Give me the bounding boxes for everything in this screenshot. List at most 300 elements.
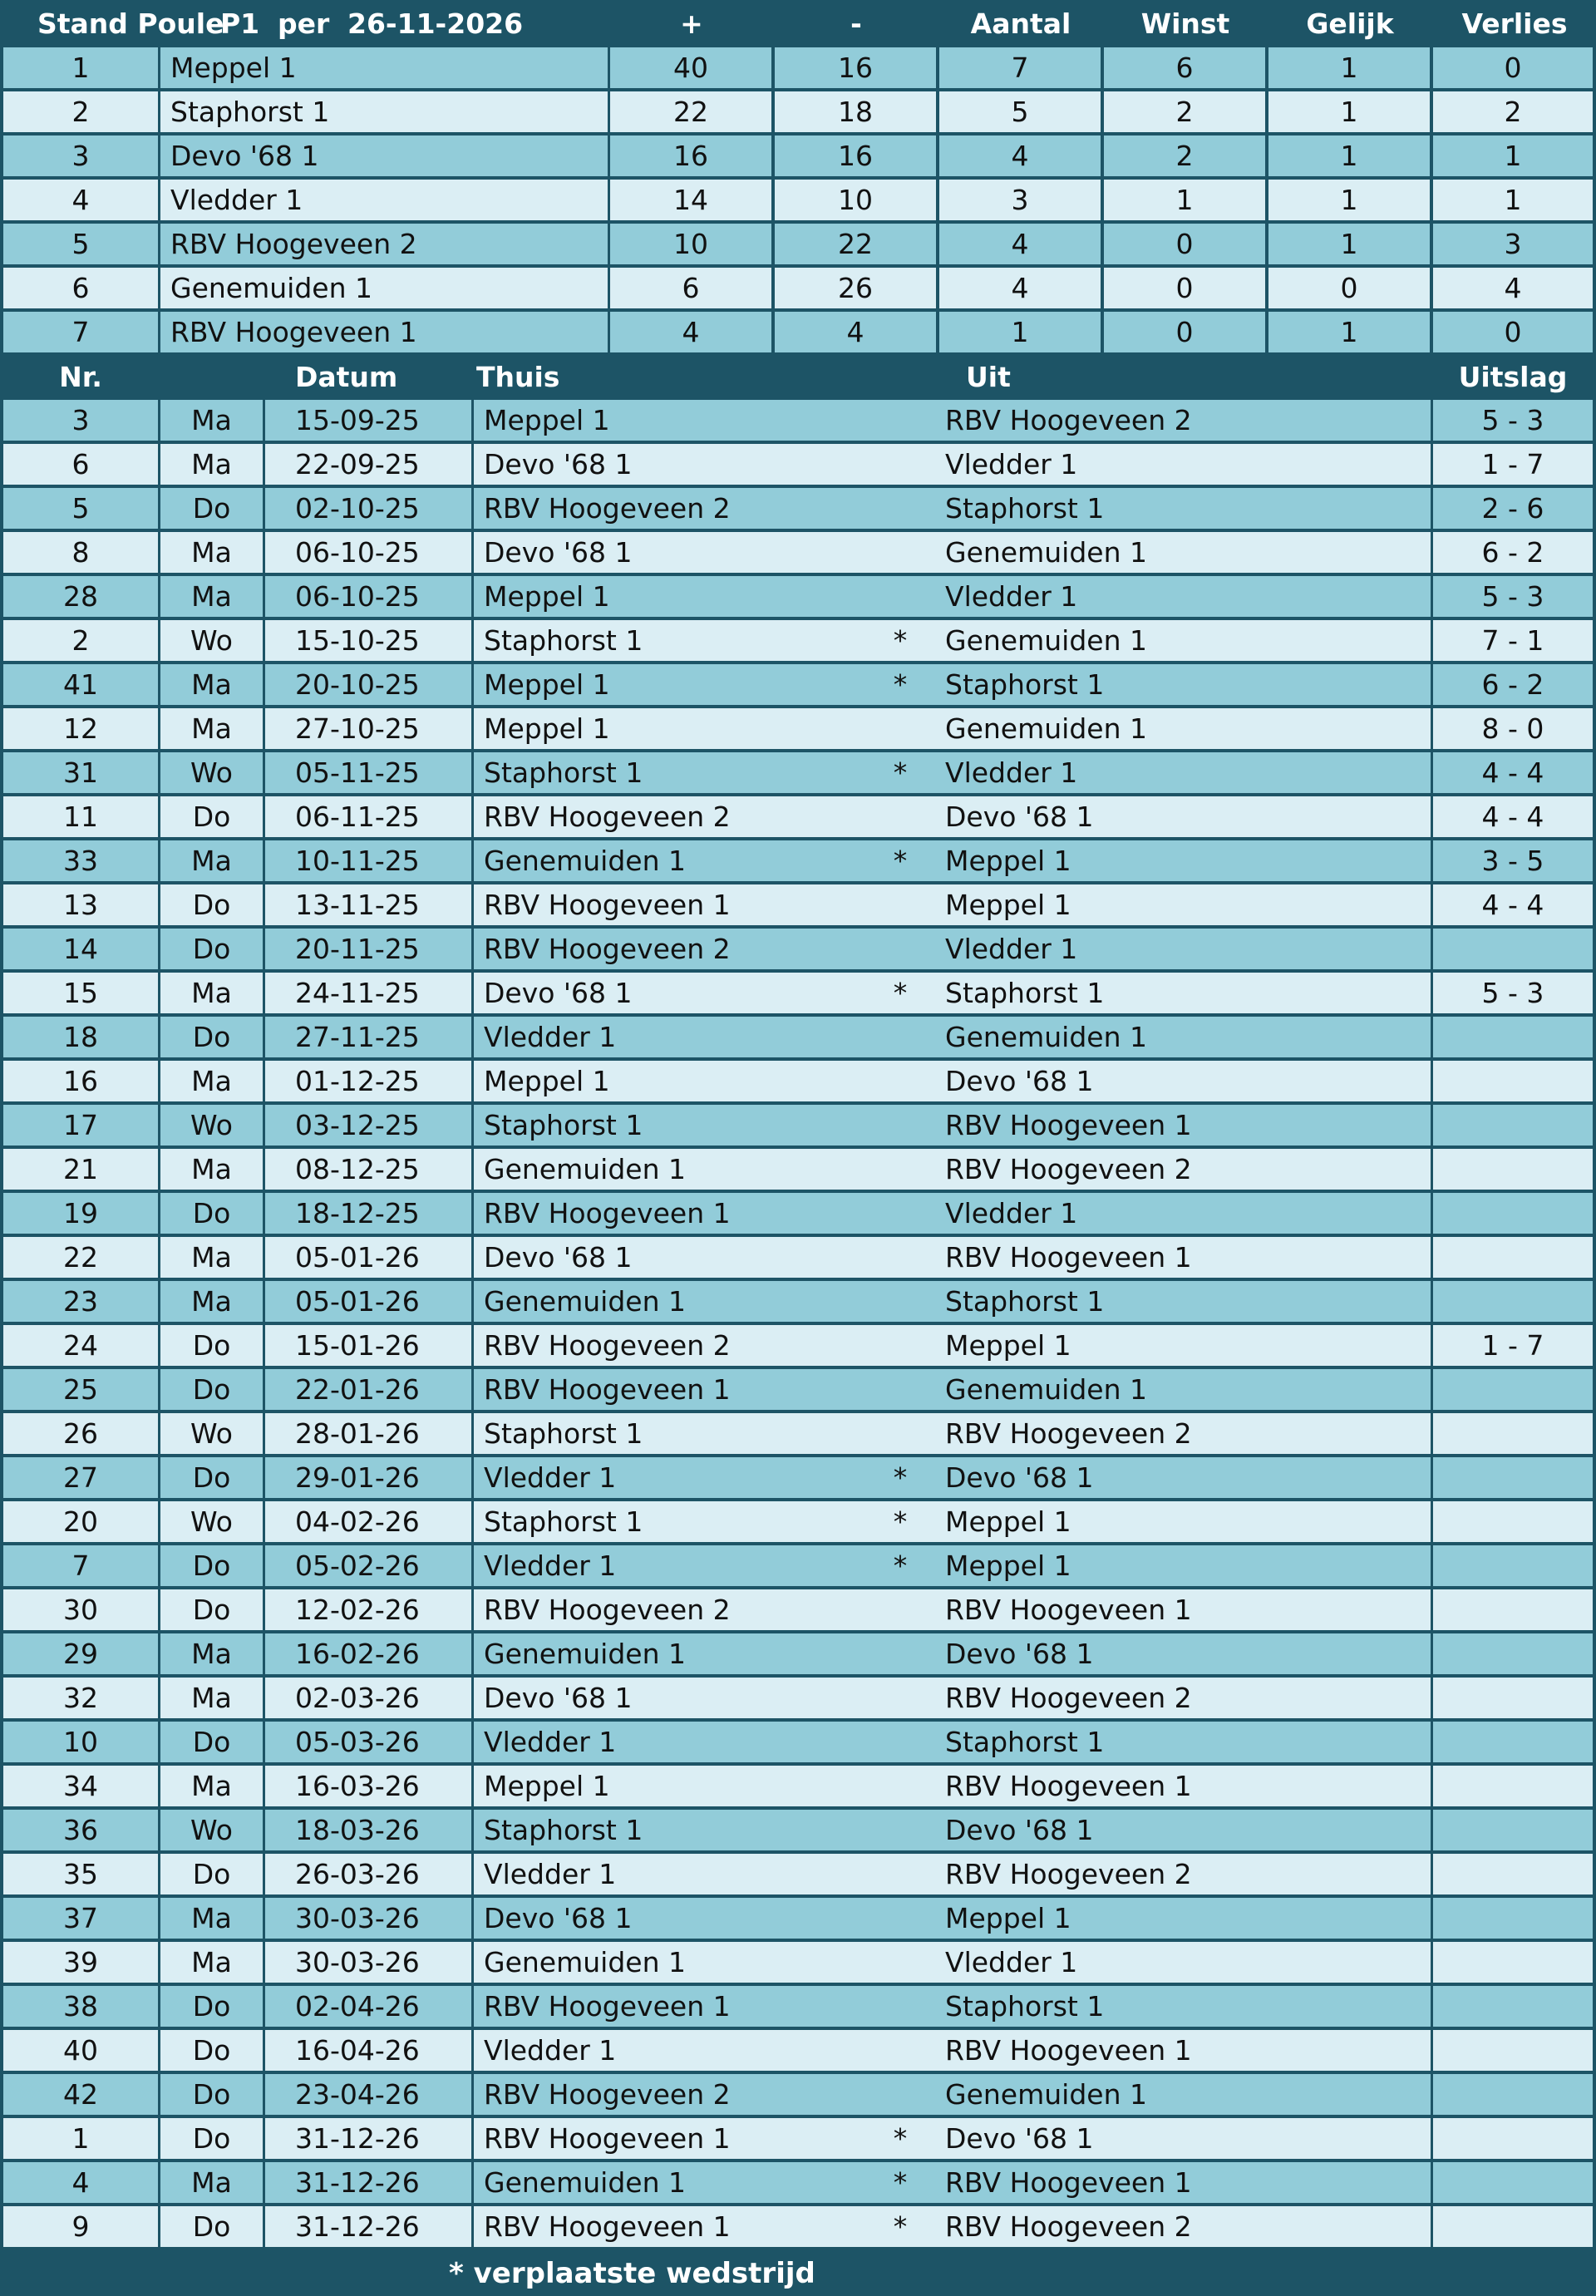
col-nr-header: Nr. [59,361,102,393]
standings-cell-team: Staphorst 1 [160,91,608,132]
match-cell-home: Vledder 1 [474,1017,935,1057]
match-cell-day: Ma [160,840,263,881]
standings-cell-minus: 26 [775,268,936,308]
col-minus-header: - [850,7,862,40]
standings-cell-plus: 40 [610,47,771,88]
match-cell-date: 23-04-26 [265,2074,471,2115]
match-cell-date: 30-03-26 [265,1898,471,1939]
match-cell-away: Genemuiden 1 [935,1017,1431,1057]
match-cell-nr: 39 [3,1942,158,1983]
standings-cell-winst: 2 [1104,91,1265,132]
standings-cell-team: Meppel 1 [160,47,608,88]
match-cell-day: Ma [160,1633,263,1674]
match-cell-mark [881,1722,919,1762]
match-cell-result: 6 - 2 [1433,664,1593,705]
match-cell-away: Meppel 1 [935,840,1431,881]
standings-cell-verlies: 4 [1433,268,1593,308]
match-cell-mark [881,1633,919,1674]
match-cell-home: Staphorst 1 [474,752,935,793]
match-cell-day: Ma [160,1898,263,1939]
match-cell-mark [881,1986,919,2027]
match-cell-home: RBV Hoogeveen 2 [474,488,935,529]
match-cell-date: 26-03-26 [265,1854,471,1894]
match-cell-result [1433,1678,1593,1718]
col-uitslag-header: Uitslag [1458,361,1568,393]
match-cell-date: 31-12-26 [265,2118,471,2159]
match-cell-result: 4 - 4 [1433,752,1593,793]
match-cell-away: Devo '68 1 [935,2118,1431,2159]
standings-cell-winst: 6 [1104,47,1265,88]
col-verlies-header: Verlies [1461,7,1568,40]
match-cell-result: 8 - 0 [1433,708,1593,749]
match-cell-away: Staphorst 1 [935,1722,1431,1762]
match-cell-away: RBV Hoogeveen 2 [935,1854,1431,1894]
standings-cell-pos: 2 [3,91,158,132]
standings-cell-minus: 16 [775,47,936,88]
match-cell-result [1433,1942,1593,1983]
match-cell-mark: * [893,845,908,877]
col-aantal-header: Aantal [970,7,1071,40]
match-cell-day: Ma [160,1061,263,1101]
match-cell-home: Meppel 1 [474,1061,935,1101]
match-cell-away: Meppel 1 [935,884,1431,925]
match-cell-home: Genemuiden 1 [474,1149,935,1190]
match-cell-date: 13-11-25 [265,884,471,925]
standings-cell-minus: 18 [775,91,936,132]
match-cell-away: Devo '68 1 [935,796,1431,837]
match-cell-nr: 13 [3,884,158,925]
match-cell-mark [881,532,919,573]
col-gelijk-header: Gelijk [1306,7,1394,40]
standings-poule: P1 [220,7,260,40]
match-cell-away: RBV Hoogeveen 2 [935,1413,1431,1454]
standings-cell-plus: 14 [610,180,771,220]
match-cell-mark [881,444,919,485]
standings-cell-pos: 4 [3,180,158,220]
match-cell-mark: * [893,756,908,789]
match-cell-day: Ma [160,1281,263,1322]
match-cell-result [1433,1237,1593,1278]
match-cell-mark [881,1898,919,1939]
match-cell-away: Meppel 1 [935,1325,1431,1366]
match-cell-result: 5 - 3 [1433,576,1593,617]
match-cell-result [1433,1898,1593,1939]
standings-cell-verlies: 2 [1433,91,1593,132]
match-cell-home: Vledder 1 [474,1722,935,1762]
match-cell-nr: 34 [3,1766,158,1806]
match-cell-result [1433,1149,1593,1190]
match-cell-day: Ma [160,1678,263,1718]
standings-cell-aantal: 1 [939,312,1101,352]
match-cell-result: 5 - 3 [1433,400,1593,441]
match-cell-nr: 42 [3,2074,158,2115]
match-cell-home: Vledder 1 [474,1854,935,1894]
match-cell-nr: 17 [3,1105,158,1146]
match-cell-home: RBV Hoogeveen 2 [474,929,935,969]
match-cell-away: Genemuiden 1 [935,708,1431,749]
match-cell-mark [881,1413,919,1454]
match-cell-date: 15-01-26 [265,1325,471,1366]
match-cell-nr: 5 [3,488,158,529]
standings-cell-pos: 1 [3,47,158,88]
match-cell-home: Meppel 1 [474,576,935,617]
match-cell-away: Genemuiden 1 [935,620,1431,661]
match-cell-date: 31-12-26 [265,2162,471,2203]
match-cell-home: Devo '68 1 [474,1237,935,1278]
match-cell-away: Vledder 1 [935,752,1431,793]
standings-cell-aantal: 3 [939,180,1101,220]
match-cell-result: 4 - 4 [1433,796,1593,837]
match-cell-mark [881,1061,919,1101]
match-cell-away: Genemuiden 1 [935,532,1431,573]
match-cell-away: Devo '68 1 [935,1061,1431,1101]
match-cell-mark [881,1589,919,1630]
match-cell-date: 05-01-26 [265,1237,471,1278]
match-cell-nr: 33 [3,840,158,881]
match-cell-nr: 36 [3,1810,158,1850]
match-cell-away: Vledder 1 [935,1193,1431,1234]
standings-cell-aantal: 7 [939,47,1101,88]
match-cell-mark: * [893,2122,908,2155]
match-cell-mark [881,488,919,529]
match-cell-result [1433,2030,1593,2071]
standings-cell-winst: 1 [1104,180,1265,220]
match-cell-away: Staphorst 1 [935,488,1431,529]
match-cell-nr: 35 [3,1854,158,1894]
match-cell-home: Staphorst 1 [474,620,935,661]
match-cell-away: RBV Hoogeveen 1 [935,1105,1431,1146]
match-cell-away: Genemuiden 1 [935,2074,1431,2115]
match-cell-result: 1 - 7 [1433,444,1593,485]
match-cell-mark [881,1942,919,1983]
match-cell-nr: 16 [3,1061,158,1101]
match-cell-day: Do [160,2074,263,2115]
standings-cell-pos: 5 [3,224,158,264]
match-cell-mark [881,1149,919,1190]
match-cell-day: Do [160,488,263,529]
match-cell-away: RBV Hoogeveen 1 [935,1237,1431,1278]
match-cell-date: 12-02-26 [265,1589,471,1630]
match-cell-away: Staphorst 1 [935,664,1431,705]
standings-cell-winst: 0 [1104,268,1265,308]
match-cell-result [1433,1633,1593,1674]
match-cell-day: Wo [160,1501,263,1542]
match-cell-home: RBV Hoogeveen 2 [474,1325,935,1366]
match-cell-date: 27-11-25 [265,1017,471,1057]
match-cell-result [1433,1061,1593,1101]
standings-cell-pos: 3 [3,135,158,176]
match-cell-day: Do [160,1545,263,1586]
standings-cell-plus: 4 [610,312,771,352]
match-cell-nr: 10 [3,1722,158,1762]
standings-cell-verlies: 0 [1433,312,1593,352]
match-cell-home: Genemuiden 1 [474,2162,935,2203]
match-cell-day: Do [160,1369,263,1410]
match-cell-home: Devo '68 1 [474,1678,935,1718]
match-cell-away: RBV Hoogeveen 1 [935,2162,1431,2203]
match-cell-result [1433,1986,1593,2027]
standings-cell-team: RBV Hoogeveen 2 [160,224,608,264]
match-cell-home: Devo '68 1 [474,973,935,1013]
match-cell-day: Ma [160,444,263,485]
match-cell-result: 7 - 1 [1433,620,1593,661]
match-cell-home: RBV Hoogeveen 1 [474,1986,935,2027]
match-cell-home: Staphorst 1 [474,1413,935,1454]
match-cell-day: Ma [160,973,263,1013]
match-cell-home: Meppel 1 [474,708,935,749]
match-cell-nr: 4 [3,2162,158,2203]
standings-cell-gelijk: 1 [1268,224,1430,264]
match-cell-home: Genemuiden 1 [474,1281,935,1322]
match-cell-mark [881,796,919,837]
match-cell-mark: * [893,668,908,701]
match-cell-nr: 9 [3,2206,158,2247]
match-cell-mark: * [893,624,908,657]
match-cell-result: 4 - 4 [1433,884,1593,925]
match-cell-day: Do [160,2118,263,2159]
match-cell-date: 05-11-25 [265,752,471,793]
standings-cell-gelijk: 1 [1268,135,1430,176]
standings-cell-team: Genemuiden 1 [160,268,608,308]
match-cell-result [1433,1369,1593,1410]
standings-cell-team: RBV Hoogeveen 1 [160,312,608,352]
match-cell-date: 16-04-26 [265,2030,471,2071]
match-cell-result [1433,1281,1593,1322]
match-cell-day: Wo [160,620,263,661]
match-cell-date: 20-11-25 [265,929,471,969]
match-cell-date: 05-01-26 [265,1281,471,1322]
standings-cell-plus: 16 [610,135,771,176]
match-cell-date: 16-02-26 [265,1633,471,1674]
match-cell-mark [881,1325,919,1366]
match-cell-date: 06-11-25 [265,796,471,837]
match-cell-away: Genemuiden 1 [935,1369,1431,1410]
match-cell-day: Ma [160,1766,263,1806]
match-cell-result: 6 - 2 [1433,532,1593,573]
standings-per-label: per [278,7,330,40]
match-cell-home: Genemuiden 1 [474,1942,935,1983]
match-cell-result [1433,1017,1593,1057]
match-cell-mark [881,1766,919,1806]
match-cell-home: RBV Hoogeveen 1 [474,1369,935,1410]
match-cell-day: Ma [160,1942,263,1983]
match-cell-home: RBV Hoogeveen 1 [474,1193,935,1234]
match-cell-nr: 37 [3,1898,158,1939]
match-cell-date: 15-10-25 [265,620,471,661]
standings-cell-winst: 2 [1104,135,1265,176]
match-cell-result [1433,1457,1593,1498]
match-cell-away: Devo '68 1 [935,1633,1431,1674]
match-cell-day: Do [160,1457,263,1498]
match-cell-mark [881,2074,919,2115]
match-cell-home: Meppel 1 [474,400,935,441]
match-cell-date: 06-10-25 [265,532,471,573]
match-cell-away: RBV Hoogeveen 2 [935,1678,1431,1718]
match-cell-date: 10-11-25 [265,840,471,881]
match-cell-nr: 8 [3,532,158,573]
match-cell-away: RBV Hoogeveen 2 [935,2206,1431,2247]
match-cell-nr: 2 [3,620,158,661]
match-cell-mark [881,1193,919,1234]
match-cell-date: 18-12-25 [265,1193,471,1234]
standings-cell-aantal: 4 [939,268,1101,308]
match-cell-day: Wo [160,752,263,793]
match-cell-date: 31-12-26 [265,2206,471,2247]
standings-cell-plus: 6 [610,268,771,308]
match-cell-away: Vledder 1 [935,576,1431,617]
standings-cell-verlies: 3 [1433,224,1593,264]
match-cell-away: Meppel 1 [935,1545,1431,1586]
match-cell-day: Ma [160,400,263,441]
standings-cell-plus: 10 [610,224,771,264]
match-cell-away: Staphorst 1 [935,973,1431,1013]
match-cell-date: 27-10-25 [265,708,471,749]
match-cell-nr: 21 [3,1149,158,1190]
match-cell-nr: 41 [3,664,158,705]
match-cell-result [1433,1766,1593,1806]
match-cell-date: 29-01-26 [265,1457,471,1498]
match-cell-day: Ma [160,664,263,705]
col-winst-header: Winst [1140,7,1230,40]
match-cell-nr: 32 [3,1678,158,1718]
match-cell-result [1433,1722,1593,1762]
match-cell-mark: * [893,1461,908,1494]
match-cell-nr: 27 [3,1457,158,1498]
standings-cell-gelijk: 1 [1268,47,1430,88]
standings-cell-plus: 22 [610,91,771,132]
match-cell-home: RBV Hoogeveen 1 [474,2206,935,2247]
match-cell-date: 30-03-26 [265,1942,471,1983]
match-cell-away: Devo '68 1 [935,1810,1431,1850]
standings-cell-gelijk: 1 [1268,312,1430,352]
match-cell-result [1433,2074,1593,2115]
match-cell-home: RBV Hoogeveen 2 [474,2074,935,2115]
standings-cell-winst: 0 [1104,312,1265,352]
match-cell-result [1433,929,1593,969]
match-cell-home: Devo '68 1 [474,532,935,573]
match-cell-mark [881,576,919,617]
match-cell-mark [881,708,919,749]
match-cell-date: 02-03-26 [265,1678,471,1718]
match-cell-day: Ma [160,532,263,573]
match-cell-home: RBV Hoogeveen 1 [474,884,935,925]
match-cell-home: Meppel 1 [474,1766,935,1806]
match-cell-date: 05-02-26 [265,1545,471,1586]
match-cell-result [1433,1105,1593,1146]
match-cell-day: Ma [160,708,263,749]
match-cell-away: RBV Hoogeveen 1 [935,1589,1431,1630]
match-cell-day: Ma [160,1149,263,1190]
match-cell-away: Staphorst 1 [935,1281,1431,1322]
match-cell-away: RBV Hoogeveen 1 [935,2030,1431,2071]
match-cell-nr: 40 [3,2030,158,2071]
match-cell-result [1433,1193,1593,1234]
match-cell-day: Do [160,2206,263,2247]
match-cell-day: Do [160,929,263,969]
match-cell-result [1433,1501,1593,1542]
match-cell-date: 16-03-26 [265,1766,471,1806]
match-cell-mark: * [893,1505,908,1538]
match-cell-date: 06-10-25 [265,576,471,617]
standings-cell-gelijk: 1 [1268,91,1430,132]
match-cell-result: 3 - 5 [1433,840,1593,881]
match-cell-day: Ma [160,576,263,617]
match-cell-result [1433,2206,1593,2247]
match-cell-mark [881,929,919,969]
match-cell-nr: 15 [3,973,158,1013]
match-cell-mark [881,1281,919,1322]
match-cell-result [1433,1545,1593,1586]
match-cell-date: 02-10-25 [265,488,471,529]
match-cell-date: 03-12-25 [265,1105,471,1146]
match-cell-day: Do [160,1193,263,1234]
match-cell-nr: 30 [3,1589,158,1630]
standings-title: Stand Poule [37,7,224,40]
match-cell-nr: 11 [3,796,158,837]
match-cell-away: RBV Hoogeveen 1 [935,1766,1431,1806]
match-cell-mark [881,884,919,925]
match-cell-date: 02-04-26 [265,1986,471,2027]
match-cell-away: RBV Hoogeveen 2 [935,400,1431,441]
match-cell-nr: 38 [3,1986,158,2027]
match-cell-home: Devo '68 1 [474,444,935,485]
match-cell-date: 22-09-25 [265,444,471,485]
match-cell-home: Vledder 1 [474,1457,935,1498]
match-cell-mark: * [893,2210,908,2243]
match-cell-nr: 23 [3,1281,158,1322]
match-cell-nr: 7 [3,1545,158,1586]
match-cell-home: RBV Hoogeveen 2 [474,1589,935,1630]
match-cell-mark: * [893,977,908,1009]
match-cell-mark [881,1810,919,1850]
match-cell-result: 5 - 3 [1433,973,1593,1013]
match-cell-date: 05-03-26 [265,1722,471,1762]
match-cell-result: 1 - 7 [1433,1325,1593,1366]
match-cell-date: 22-01-26 [265,1369,471,1410]
match-cell-away: Staphorst 1 [935,1986,1431,2027]
match-cell-day: Do [160,1986,263,2027]
match-cell-day: Ma [160,1237,263,1278]
match-cell-result [1433,1854,1593,1894]
match-cell-day: Do [160,1854,263,1894]
match-cell-day: Do [160,884,263,925]
col-thuis-header: Thuis [476,361,560,393]
match-cell-nr: 29 [3,1633,158,1674]
match-cell-home: RBV Hoogeveen 1 [474,2118,935,2159]
match-cell-away: Meppel 1 [935,1898,1431,1939]
match-cell-result [1433,1589,1593,1630]
match-cell-mark [881,1105,919,1146]
match-cell-date: 01-12-25 [265,1061,471,1101]
standings-cell-minus: 16 [775,135,936,176]
standings-cell-minus: 22 [775,224,936,264]
match-cell-day: Do [160,1589,263,1630]
footer-note: * verplaatste wedstrijd [449,2257,815,2290]
standings-cell-aantal: 4 [939,135,1101,176]
match-cell-nr: 3 [3,400,158,441]
match-cell-home: Vledder 1 [474,2030,935,2071]
match-cell-nr: 14 [3,929,158,969]
match-cell-day: Ma [160,2162,263,2203]
match-cell-nr: 22 [3,1237,158,1278]
match-cell-home: Staphorst 1 [474,1501,935,1542]
match-cell-home: Staphorst 1 [474,1105,935,1146]
match-cell-mark [881,400,919,441]
match-cell-mark [881,1237,919,1278]
match-cell-nr: 6 [3,444,158,485]
match-cell-date: 24-11-25 [265,973,471,1013]
match-cell-result [1433,1810,1593,1850]
